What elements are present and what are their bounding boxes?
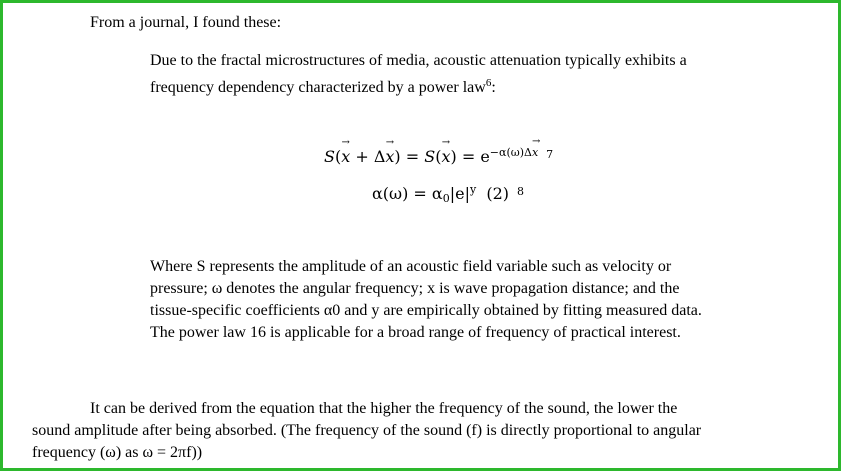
conclusion-line-1: It can be derived from the equation that the higher the frequency of the sound, the lower the bbox=[90, 400, 678, 417]
quote-line-2 bbox=[150, 72, 687, 99]
equation-2-number: 8 bbox=[517, 185, 525, 198]
conclusion-paragraph bbox=[32, 398, 701, 464]
explanation-line-3: tissue-specific coefficients α0 and y are empirically obtained by fitting measured data. bbox=[150, 302, 702, 319]
explanation-line-4: The power law 16 is applicable for a broad range of frequency of practical interest. bbox=[150, 324, 681, 341]
quote-line-1: Due to the fractal microstructures of media, acoustic attenuation typically exhibits a bbox=[150, 52, 687, 69]
footnote-ref-6: 6 bbox=[485, 77, 492, 89]
equation-2 bbox=[372, 183, 524, 205]
explanation-paragraph bbox=[150, 256, 702, 344]
equation-2-alpha: α(ω) = α bbox=[372, 184, 443, 203]
intro-text: From a journal, I found these: bbox=[90, 14, 282, 31]
quote-line-2-text: frequency dependency characterized by a power law bbox=[150, 79, 486, 96]
explanation-line-1: Where S represents the amplitude of an acoustic field variable such as velocity or bbox=[150, 258, 672, 275]
equation-2-subscript: 0 bbox=[442, 192, 450, 205]
conclusion-line-2: sound amplitude after being absorbed. (The frequency of the sound (f) is directly proportional to angular bbox=[32, 422, 702, 439]
equation-2-mid: |e| bbox=[449, 184, 470, 203]
conclusion-line-3: frequency (ω) as ω = 2πf)) bbox=[32, 444, 203, 461]
explanation-line-2: pressure; ω denotes the angular frequency; x is wave propagation distance; and the bbox=[150, 280, 680, 297]
equation-1-exponent: −α(ω)Δ→ x bbox=[490, 146, 538, 159]
quote-paragraph bbox=[150, 50, 687, 99]
equation-2-superscript: y bbox=[469, 183, 477, 196]
quote-line-2-end: : bbox=[491, 79, 496, 96]
equation-1-number: 7 bbox=[546, 148, 554, 161]
equation-2-paren: (2) bbox=[486, 184, 510, 203]
equation-1: $S(\to x + \Delta\to x) = S(\to x) = e^{-\alpha(\omega)\Delta\to x}$ $^7$ bbox=[324, 146, 553, 166]
